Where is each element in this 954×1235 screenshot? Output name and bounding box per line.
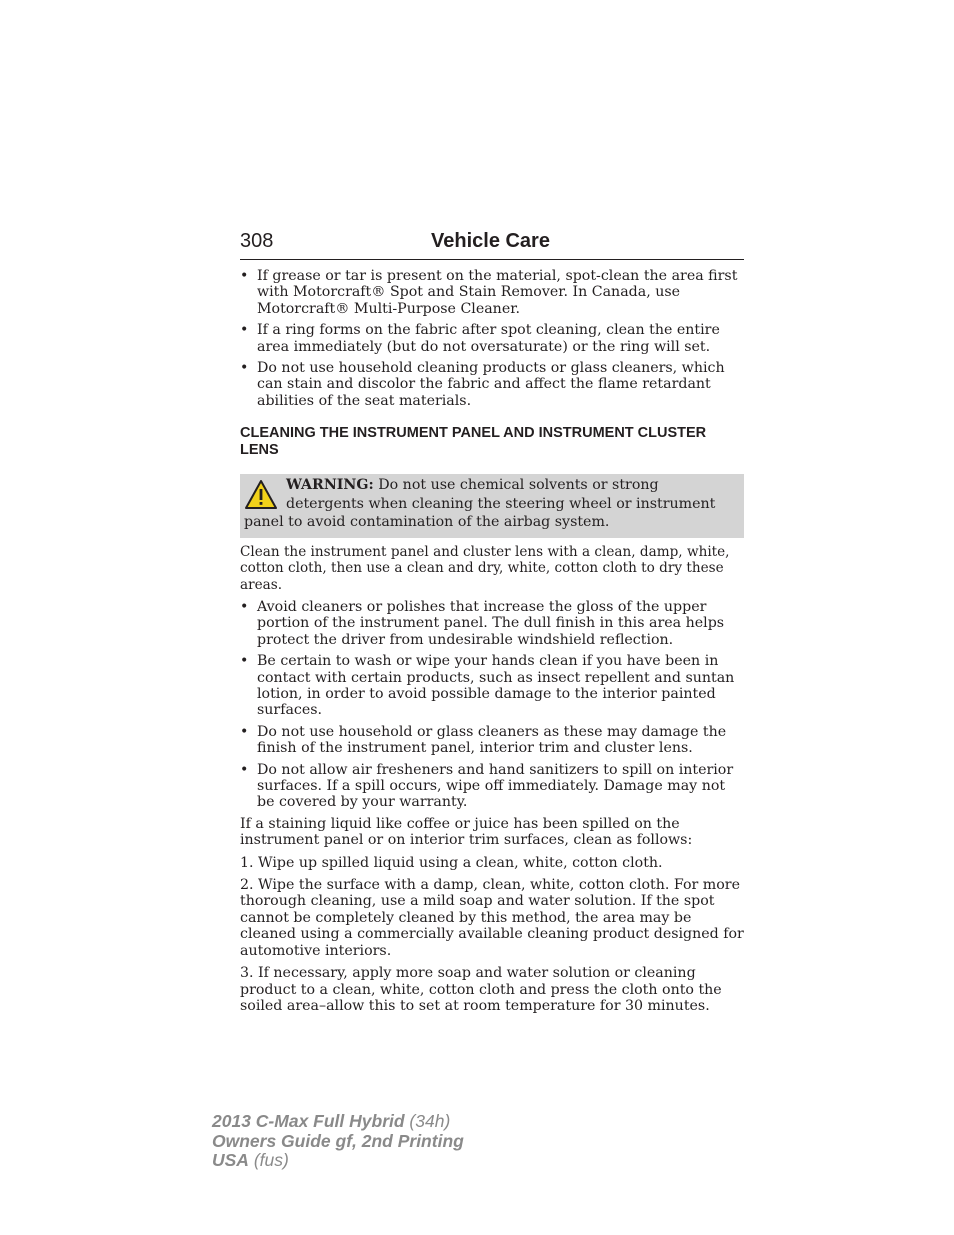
warning-label: WARNING: bbox=[286, 477, 374, 494]
list-item: • Avoid cleaners or polishes that increase the gloss of the upper portion of the instrument panel. The dull finish in this area helps protect the driver from undesirable windshield reflection. bbox=[240, 598, 725, 648]
list-item: • Do not use household or glass cleaners as these may damage the finish of the instrument panel, interior trim and cluster lens. bbox=[240, 723, 727, 757]
bullet-icon: • bbox=[240, 360, 249, 377]
warning-triangle-icon bbox=[244, 479, 278, 511]
step-paragraph: 1. Wipe up spilled liquid using a clean, white, cotton cloth. bbox=[240, 854, 663, 871]
page-number: 308 bbox=[240, 230, 274, 252]
list-item: • Do not allow air fresheners and hand sanitizers to spill on interior surfaces. If a spill occurs, wipe off immediately. Damage may not be covered by your warranty. bbox=[240, 761, 734, 811]
bullet-list-fabric bbox=[240, 268, 744, 409]
warning-text: Do not use chemical solvents or strong detergents when cleaning the steering wheel or instrument panel to avoid contamination of the airbag system. bbox=[244, 477, 716, 531]
body-paragraph: If a staining liquid like coffee or juice has been spilled on the instrument panel or on interior trim surfaces, clean as follows: bbox=[240, 815, 693, 849]
page-footer bbox=[212, 1112, 464, 1171]
bullet-icon: • bbox=[240, 761, 249, 778]
page-header bbox=[240, 228, 744, 260]
step-paragraph: 2. Wipe the surface with a damp, clean, white, cotton cloth. For more thorough cleaning, use a mild soap and water solution. If the spot cannot be completely cleaned by this method, the area may be cleaned using a commercially available cleaning product designed for automotive interiors. bbox=[240, 877, 744, 959]
bullet-icon: • bbox=[240, 723, 249, 740]
bullet-list-panel bbox=[240, 599, 744, 811]
chapter-title: Vehicle Care bbox=[431, 230, 550, 252]
list-item: • Do not use household cleaning products or glass cleaners, which can stain and discolor the fabric and affect the flame retardant abilities of the seat materials. bbox=[240, 360, 725, 409]
footer-line: Owners Guide gf, 2nd Printing bbox=[212, 1130, 464, 1151]
list-item: • Be certain to wash or wipe your hands clean if you have been in contact with certain products, such as insect repellent and suntan lotion, in order to avoid possible damage to the interior painted surfaces. bbox=[240, 653, 735, 719]
bullet-icon: • bbox=[240, 322, 249, 339]
footer-line: 2013 C-Max Full Hybrid (34h) bbox=[212, 1111, 451, 1131]
bullet-icon: • bbox=[240, 268, 249, 284]
warning-box bbox=[240, 474, 744, 538]
list-item: • If grease or tar is present on the material, spot-clean the area first with Motorcraft® Spot and Stain Remover. In Canada, use Motorcraft® Multi-Purpose Cleaner. bbox=[240, 268, 738, 317]
bullet-icon: • bbox=[240, 598, 249, 615]
step-paragraph: 3. If necessary, apply more soap and water solution or cleaning product to a clean, white, cotton cloth and press the cloth onto the soiled area–allow this to set at room temperature for 30 minutes. bbox=[240, 965, 722, 1014]
section-heading: CLEANING THE INSTRUMENT PANEL AND INSTRUMENT CLUSTER LENS bbox=[240, 425, 707, 459]
page-content bbox=[240, 268, 744, 1020]
bullet-icon: • bbox=[240, 653, 249, 670]
footer-line: USA (fus) bbox=[212, 1150, 289, 1170]
list-item: • If a ring forms on the fabric after spot cleaning, clean the entire area immediately (but do not oversaturate) or the ring will set. bbox=[240, 322, 720, 355]
intro-paragraph: Clean the instrument panel and cluster lens with a clean, damp, white, cotton cloth, then use a clean and dry, white, cotton cloth to dry these areas. bbox=[240, 543, 730, 593]
